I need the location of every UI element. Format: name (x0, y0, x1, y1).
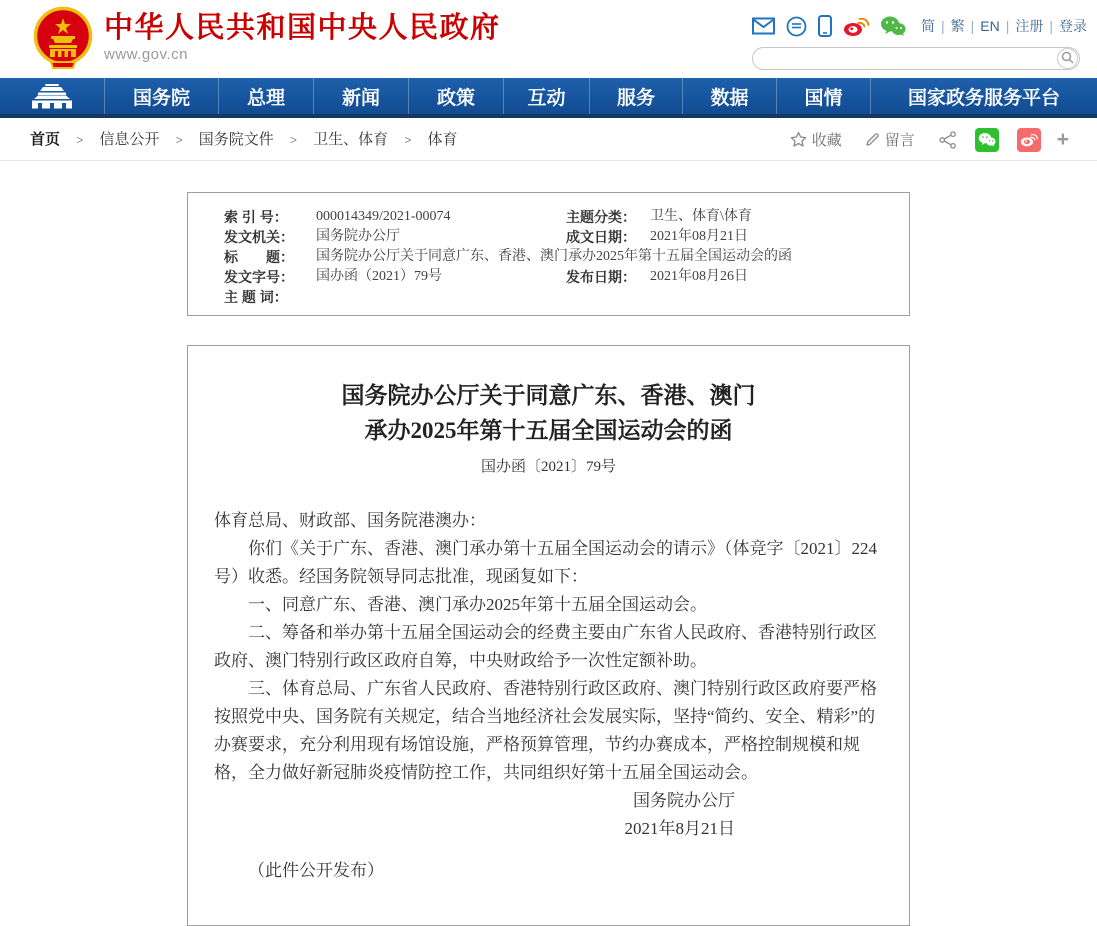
message-button[interactable]: 留言 (864, 129, 915, 150)
pencil-icon (864, 132, 880, 148)
document-title: 国务院办公厅关于同意广东、香港、澳门 承办2025年第十五届全国运动会的函 (341, 383, 756, 443)
nav-item-zongli[interactable]: 总理 (219, 78, 314, 114)
mobile-icon[interactable] (818, 15, 832, 37)
document-paragraph: 一、同意广东、香港、澳门承办2025年第十五届全国运动会。 (248, 595, 707, 614)
document-salutation: 体育总局、财政部、国务院港澳办： (214, 511, 486, 530)
breadcrumb-guowuyuanwenjian[interactable]: 国务院文件 (198, 131, 274, 148)
share-icon[interactable] (939, 131, 957, 149)
meta-label: 发布日期： (566, 269, 636, 285)
main-nav (0, 78, 1097, 118)
search-input[interactable] (765, 49, 1045, 68)
meta-value: 国务院办公厅 (316, 229, 400, 244)
breadcrumb-separator: > (404, 133, 412, 147)
wechat-share-icon (978, 132, 996, 147)
meta-row (224, 207, 901, 227)
nav-item-hudong[interactable]: 互动 (504, 78, 590, 114)
lang-traditional[interactable]: 繁 (950, 18, 965, 34)
lang-english[interactable]: EN (980, 18, 1000, 34)
meta-label: 成文日期： (566, 229, 636, 245)
document-meta-box (187, 192, 910, 316)
nav-item-zhengce[interactable]: 政策 (409, 78, 504, 114)
meta-label: 发文机关： (224, 229, 294, 245)
site-title[interactable]: 中华人民共和国中央人民政府 (104, 12, 501, 44)
search-icon (1061, 51, 1074, 64)
document-paragraph: 二、筹备和举办第十五届全国运动会的经费主要由广东省人民政府、香港特别行政区政府、澳门特别行政区政府自筹，中央财政给予一次性定额补助。 (214, 623, 877, 670)
breadcrumb (30, 118, 458, 162)
meta-row (224, 227, 901, 247)
mail-icon[interactable] (752, 17, 775, 35)
site-url[interactable]: www.gov.cn (104, 46, 188, 63)
breadcrumb-home[interactable]: 首页 (30, 131, 61, 148)
favorite-button[interactable]: 收藏 (790, 129, 842, 150)
search-box (752, 47, 1080, 70)
search-button[interactable] (1057, 48, 1078, 69)
nav-item-guowuyuan[interactable]: 国务院 (105, 78, 219, 114)
meta-value: 卫生、体育\体育 (650, 209, 752, 224)
signature-org: 国务院办公厅 (633, 791, 735, 810)
document-paragraph: 你们《关于广东、香港、澳门承办第十五届全国运动会的请示》（体竞字〔2021〕224号）收悉。经国务院领导同志批准，现函复如下： (214, 539, 877, 586)
meta-value: 000014349/2021-00074 (316, 209, 451, 224)
breadcrumb-separator: > (289, 133, 297, 147)
share-wechat-button[interactable] (975, 128, 999, 152)
comment-icon[interactable] (786, 16, 807, 37)
lang-links: 简 | 繁 | EN | 注册 | 登录 (921, 18, 1088, 34)
document-note: （此件公开发布） (248, 861, 384, 880)
breadcrumb-separator: > (76, 133, 84, 147)
nav-item-guoqing[interactable]: 国情 (777, 78, 871, 114)
page-actions (768, 118, 1069, 161)
breadcrumb-bar (0, 118, 1097, 161)
document-body (187, 345, 910, 926)
more-share-button[interactable]: + (1056, 127, 1069, 151)
document-number: 国办函〔2021〕79号 (480, 459, 616, 475)
nav-item-xinwen[interactable]: 新闻 (314, 78, 409, 114)
nav-item-fuwu[interactable]: 服务 (590, 78, 683, 114)
breadcrumb-separator: > (175, 133, 183, 147)
login-link[interactable]: 登录 (1059, 18, 1088, 34)
lang-simplified[interactable]: 简 (921, 18, 935, 34)
nav-item-shuju[interactable]: 数据 (683, 78, 777, 114)
star-icon (790, 131, 807, 148)
document-paragraph: 三、体育总局、广东省人民政府、香港特别行政区政府、澳门特别行政区政府要严格按照党中央、国务院有关规定，结合当地经济社会发展实际，坚持“简约、安全、精彩”的办赛要求，充分利用现有场馆设施，严格预算管理，节约办赛成本，严格控制规模和规格，全力做好新冠肺炎疫情防控工作，共同组织好第十五届全国运动会。 (214, 679, 877, 782)
meta-value: 国办函（2021）79号 (316, 269, 442, 284)
meta-value: 国务院办公厅关于同意广东、香港、澳门承办2025年第十五届全国运动会的函 (316, 249, 792, 264)
meta-row (224, 287, 901, 307)
signature-date: 2021年8月21日 (624, 819, 735, 838)
register-link[interactable]: 注册 (1015, 18, 1044, 34)
meta-label: 主题分类： (566, 209, 636, 225)
wechat-icon[interactable] (880, 15, 906, 37)
meta-value (316, 287, 901, 307)
nav-home-item[interactable] (0, 78, 105, 114)
national-emblem-logo[interactable] (31, 6, 95, 72)
meta-value: 2021年08月21日 (650, 229, 748, 244)
nav-item-service-platform[interactable]: 国家政务服务平台 (907, 87, 1060, 109)
meta-value: 2021年08月26日 (650, 269, 748, 284)
meta-row (224, 267, 901, 287)
site-header (0, 0, 1097, 78)
meta-label: 标 题： (224, 249, 294, 265)
meta-row (224, 247, 901, 267)
weibo-share-icon (1020, 132, 1038, 147)
meta-label: 发文字号： (224, 269, 294, 285)
weibo-icon[interactable] (843, 15, 869, 37)
share-weibo-button[interactable] (1017, 128, 1041, 152)
breadcrumb-weisheng-tiyu[interactable]: 卫生、体育 (313, 131, 389, 148)
breadcrumb-xinxigongkai[interactable]: 信息公开 (99, 131, 160, 148)
meta-label: 索 引 号： (224, 209, 288, 225)
tiananmen-icon (29, 83, 75, 109)
breadcrumb-tiyu[interactable]: 体育 (427, 131, 458, 148)
meta-label: 主 题 词： (224, 289, 288, 305)
